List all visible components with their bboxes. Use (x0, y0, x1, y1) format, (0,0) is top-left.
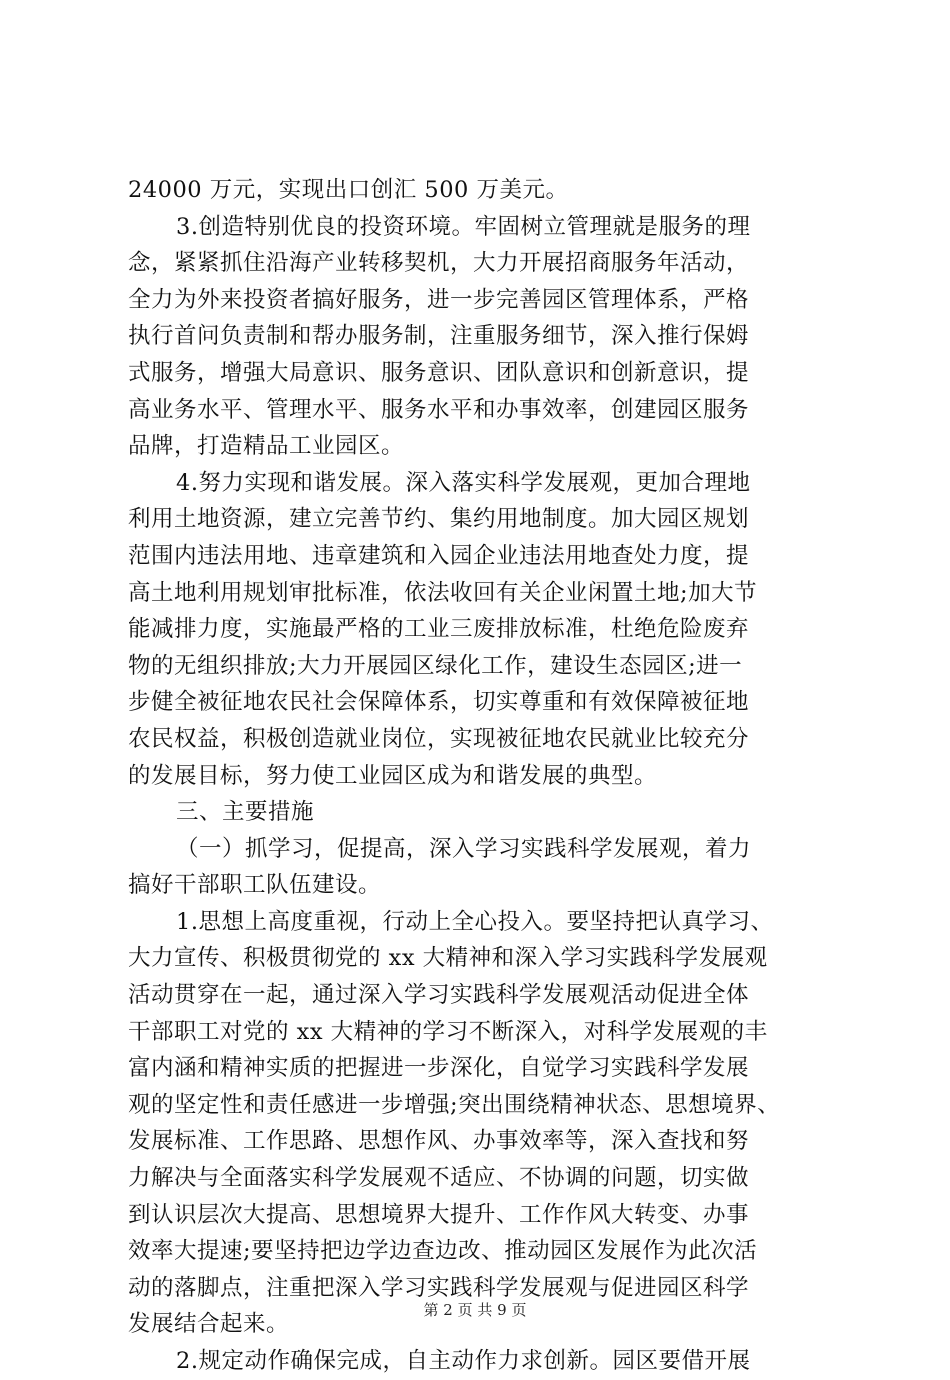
text-line: 高土地利用规划审批标准，依法收回有关企业闲置土地;加大节 (128, 579, 758, 606)
text-line: 2.规定动作确保完成，自主动作力求创新。园区要借开展 (176, 1348, 751, 1374)
text-line: 品牌，打造精品工业园区。 (128, 433, 405, 460)
text-line: 活动贯穿在一起，通过深入学习实践科学发展观活动促进全体 (128, 982, 750, 1009)
document-body (128, 172, 828, 1380)
text-line: 的发展目标，努力使工业园区成为和谐发展的典型。 (128, 762, 658, 789)
text-line: 干部职工对党的 xx 大精神的学习不断深入，对科学发展观的丰 (128, 1018, 768, 1045)
text-line: 发展结合起来。 (128, 1311, 290, 1338)
text-line: 式服务，增强大局意识、服务意识、团队意识和创新意识，提 (128, 359, 750, 386)
text-line: 搞好干部职工队伍建设。 (128, 872, 382, 899)
text-line: （一）抓学习，促提高，深入学习实践科学发展观，着力 (176, 835, 752, 862)
text-line: 力解决与全面落实科学发展观不适应、不协调的问题，切实做 (128, 1165, 750, 1192)
text-line: 4.努力实现和谐发展。深入落实科学发展观，更加合理地 (176, 469, 751, 496)
text-line: 发展标准、工作思路、思想作风、办事效率等，深入查找和努 (128, 1128, 750, 1155)
text-line: 步健全被征地农民社会保障体系，切实尊重和有效保障被征地 (128, 689, 750, 716)
text-line: 观的坚定性和责任感进一步增强;突出围绕精神状态、思想境界、 (128, 1091, 781, 1118)
text-line: 范围内违法用地、违章建筑和入园企业违法用地查处力度，提 (128, 542, 750, 569)
text-line: 富内涵和精神实质的把握进一步深化，自觉学习实践科学发展 (128, 1055, 750, 1082)
page-footer: 第 2 页 共 9 页 (423, 1301, 527, 1319)
text-line: 物的无组织排放;大力开展园区绿化工作，建设生态园区;进一 (128, 652, 743, 679)
text-line: 执行首问负责制和帮办服务制，注重服务细节，深入推行保姆 (128, 323, 750, 350)
text-line: 能减排力度，实施最严格的工业三废排放标准，杜绝危险废弃 (128, 616, 750, 643)
text-line: 24000 万元，实现出口创汇 500 万美元。 (128, 177, 569, 203)
text-line: 高业务水平、管理水平、服务水平和办事效率，创建园区服务 (128, 396, 750, 423)
text-line: 1.思想上高度重视，行动上全心投入。要坚持把认真学习、 (176, 908, 774, 935)
text-line: 3.创造特别优良的投资环境。牢固树立管理就是服务的理 (176, 213, 751, 240)
text-line: 到认识层次大提高、思想境界大提升、工作作风大转变、办事 (128, 1201, 750, 1228)
text-line: 三、主要措施 (176, 799, 315, 826)
text-line: 利用土地资源，建立完善节约、集约用地制度。加大园区规划 (128, 506, 750, 533)
text-line: 动的落脚点，注重把深入学习实践科学发展观与促进园区科学 (128, 1274, 750, 1301)
text-line: 念，紧紧抓住沿海产业转移契机，大力开展招商服务年活动， (128, 250, 750, 277)
text-line: 全力为外来投资者搞好服务，进一步完善园区管理体系，严格 (128, 286, 750, 313)
text-line: 大力宣传、积极贯彻党的 xx 大精神和深入学习实践科学发展观 (128, 945, 768, 972)
text-line: 农民权益，积极创造就业岗位，实现被征地农民就业比较充分 (128, 725, 750, 752)
text-line: 效率大提速;要坚持把边学边查边改、推动园区发展作为此次活 (128, 1238, 758, 1265)
